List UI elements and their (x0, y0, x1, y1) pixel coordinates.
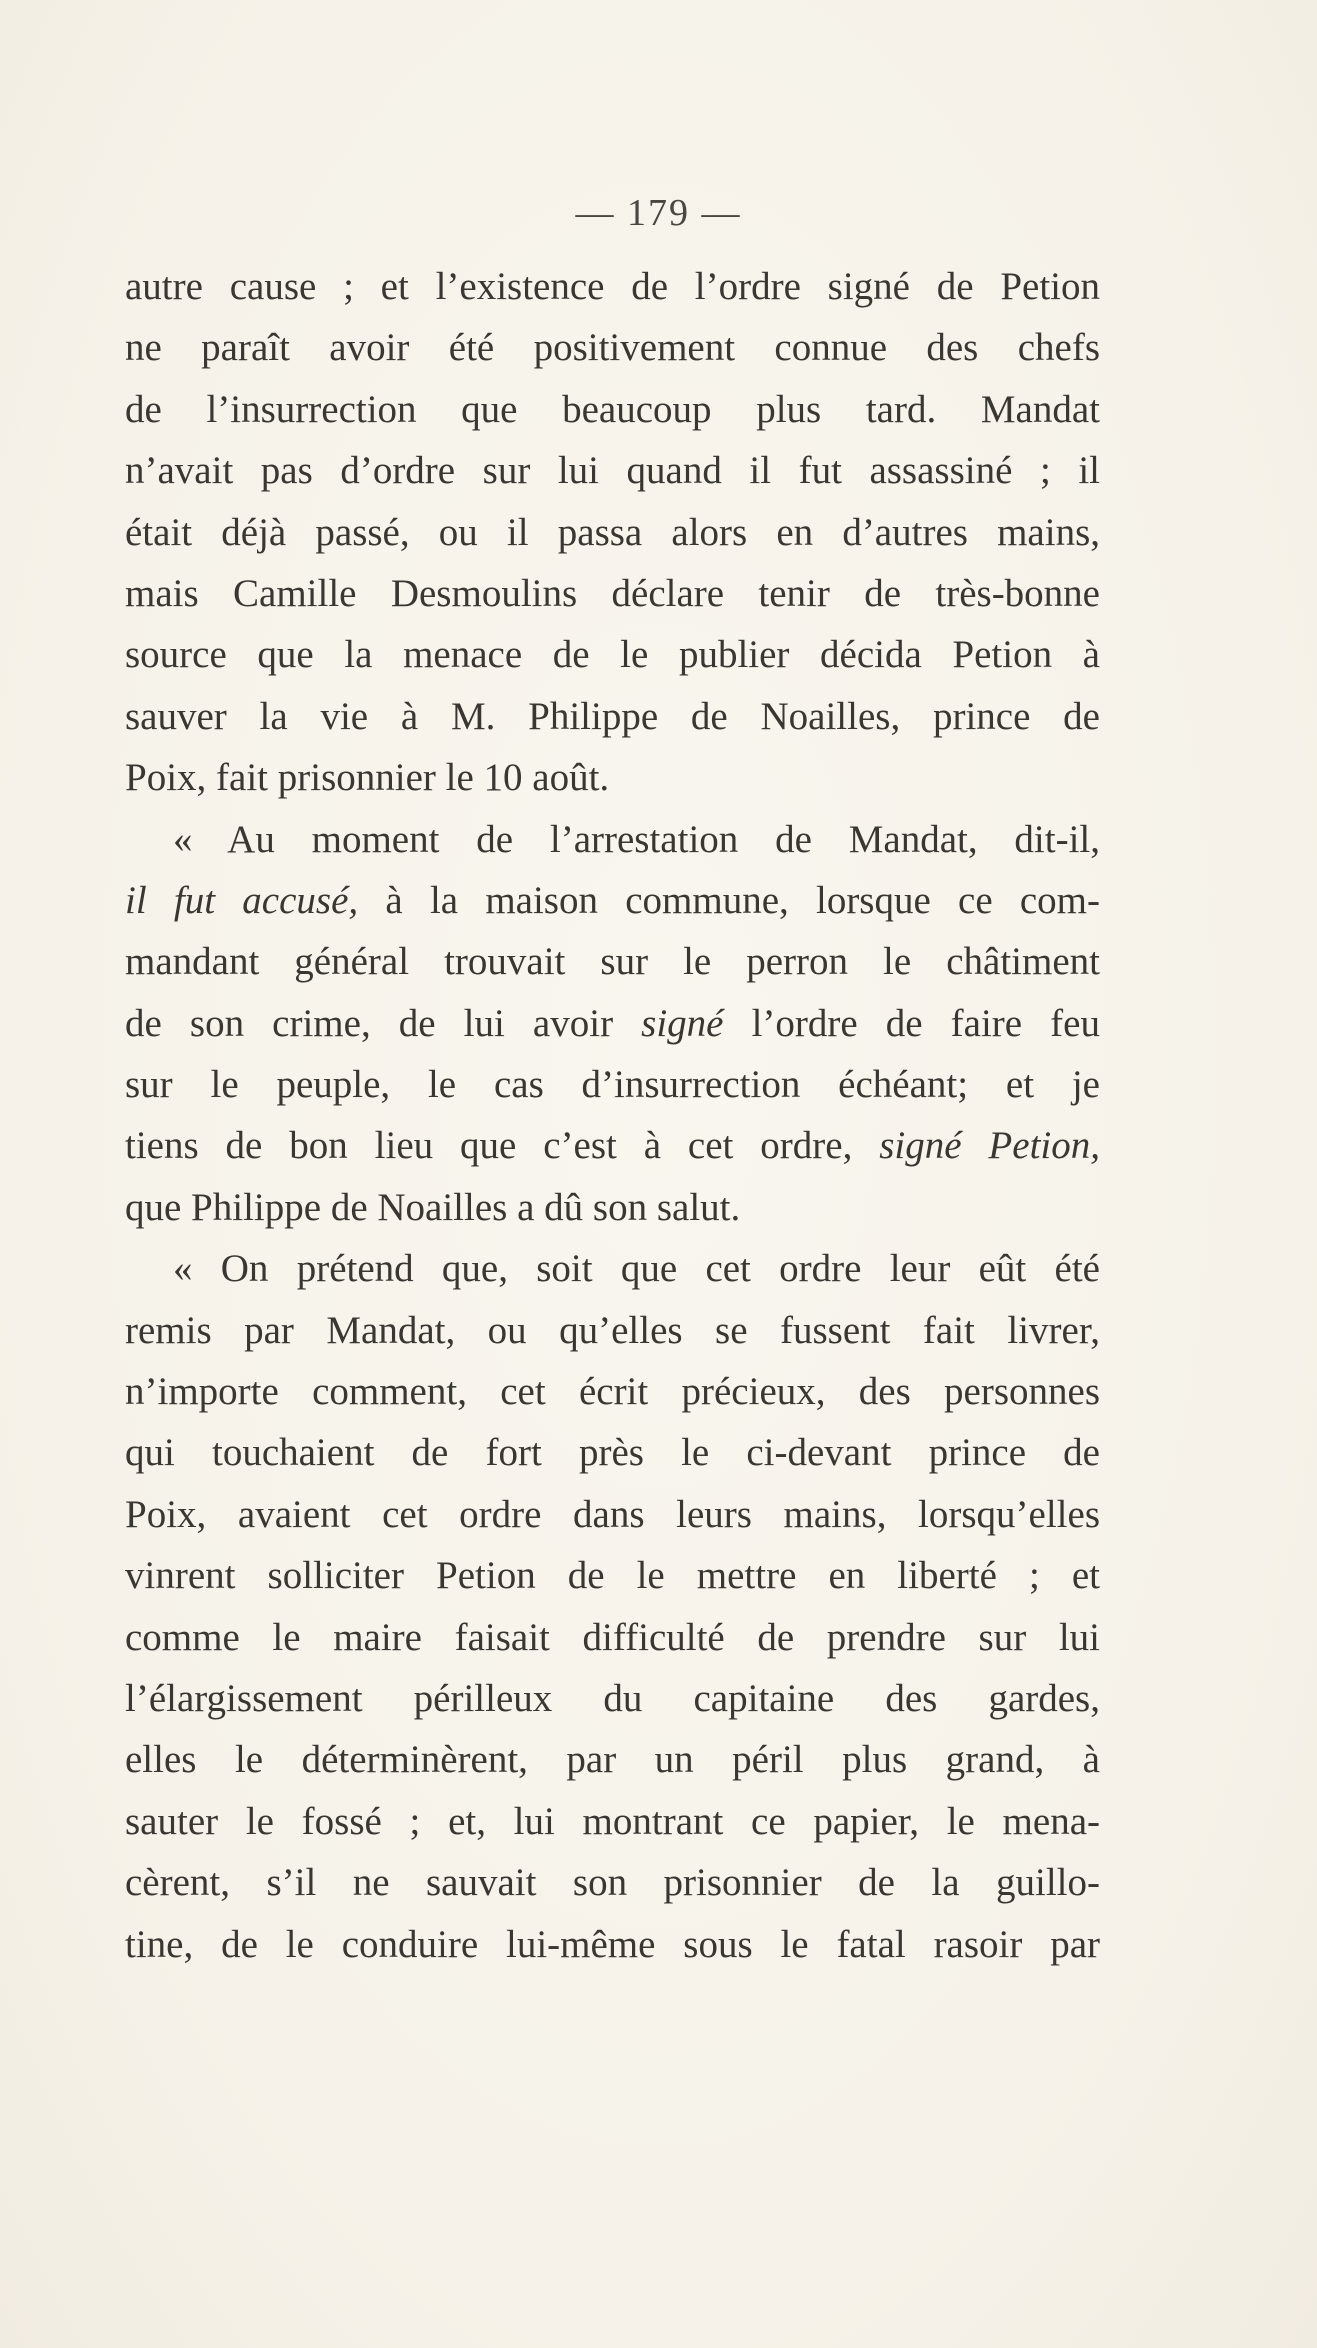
text-segment: tine, de le conduire lui-même sous le fatal rasoir par (125, 1922, 1100, 1966)
page-number: — 179 — (575, 192, 742, 234)
body-text (125, 256, 1100, 1975)
text-line (125, 747, 1100, 808)
text-line (125, 931, 1100, 992)
text-line (125, 1422, 1100, 1483)
text-line (125, 1054, 1100, 1115)
text-line (125, 1177, 1100, 1238)
text-line (125, 256, 1100, 317)
text-line (125, 1607, 1100, 1668)
text-line (125, 1668, 1100, 1729)
italic-text-segment: signé Petion, (879, 1124, 1100, 1168)
text-segment: cèrent, s’il ne sauvait son prisonnier de la guillo- (125, 1861, 1100, 1905)
text-segment: que Philippe de Noailles a dû son salut. (125, 1185, 741, 1229)
text-segment: tiens de bon lieu que c’est à cet ordre, (125, 1124, 880, 1168)
text-line (125, 1484, 1100, 1545)
text-line (125, 563, 1100, 624)
italic-text-segment: il fut accusé, (125, 878, 359, 922)
text-segment: mais Camille Desmoulins déclare tenir de très-bonne (125, 571, 1100, 615)
text-segment: Poix, avaient cet ordre dans leurs mains, lorsqu’elles (125, 1492, 1100, 1536)
text-segment: mandant général trouvait sur le perron le châtiment (125, 940, 1100, 984)
text-segment: source que la menace de le publier décida Petion à (125, 633, 1100, 677)
text-segment: comme le maire faisait difficulté de prendre sur lui (125, 1615, 1100, 1659)
text-segment: l’élargissement périlleux du capitaine des gardes, (125, 1676, 1100, 1720)
text-segment: qui touchaient de fort près le ci-devant prince de (125, 1431, 1100, 1475)
italic-text-segment: signé (641, 1001, 724, 1045)
text-segment: remis par Mandat, ou qu’elles se fussent fait livrer, (125, 1308, 1100, 1352)
text-line (125, 379, 1100, 440)
text-segment: vinrent solliciter Petion de le mettre en liberté ; et (125, 1554, 1100, 1598)
text-line (125, 624, 1100, 685)
text-segment: sur le peuple, le cas d’insurrection échéant; et je (125, 1063, 1100, 1107)
text-line (125, 1729, 1100, 1790)
text-segment: de l’insurrection que beaucoup plus tard. Mandat (125, 387, 1100, 431)
text-segment: n’avait pas d’ordre sur lui quand il fut assassiné ; il (125, 449, 1100, 493)
text-line (125, 809, 1100, 870)
text-segment: était déjà passé, ou il passa alors en d’autres mains, (125, 510, 1100, 554)
text-line (125, 317, 1100, 378)
text-line (125, 1300, 1100, 1361)
text-line (125, 1791, 1100, 1852)
text-segment: à la maison commune, lorsque ce com- (358, 878, 1100, 922)
text-segment: autre cause ; et l’existence de l’ordre signé de Petion (125, 265, 1100, 308)
text-line (125, 1361, 1100, 1422)
text-line (125, 870, 1100, 931)
text-segment: sauver la vie à M. Philippe de Noailles, prince de (125, 694, 1100, 738)
text-line (125, 1238, 1100, 1299)
text-line (125, 1545, 1100, 1606)
text-segment: ne paraît avoir été positivement connue des chefs (125, 326, 1100, 370)
text-segment: n’importe comment, cet écrit précieux, des personnes (125, 1370, 1100, 1414)
text-line (125, 1115, 1100, 1176)
text-segment: elles le déterminèrent, par un péril plus grand, à (125, 1738, 1100, 1782)
text-segment: « On prétend que, soit que cet ordre leur eût été (173, 1247, 1100, 1291)
text-segment: l’ordre de faire feu (723, 1001, 1100, 1045)
text-line (125, 440, 1100, 501)
text-line (125, 502, 1100, 563)
text-segment: sauter le fossé ; et, lui montrant ce papier, le mena- (125, 1799, 1100, 1843)
text-line (125, 1914, 1100, 1975)
text-line (125, 686, 1100, 747)
text-segment: de son crime, de lui avoir (125, 1001, 642, 1045)
text-segment: Poix, fait prisonnier le 10 août. (125, 756, 610, 800)
text-line (125, 993, 1100, 1054)
text-segment: « Au moment de l’arrestation de Mandat, dit-il, (173, 817, 1100, 861)
text-line (125, 1852, 1100, 1913)
